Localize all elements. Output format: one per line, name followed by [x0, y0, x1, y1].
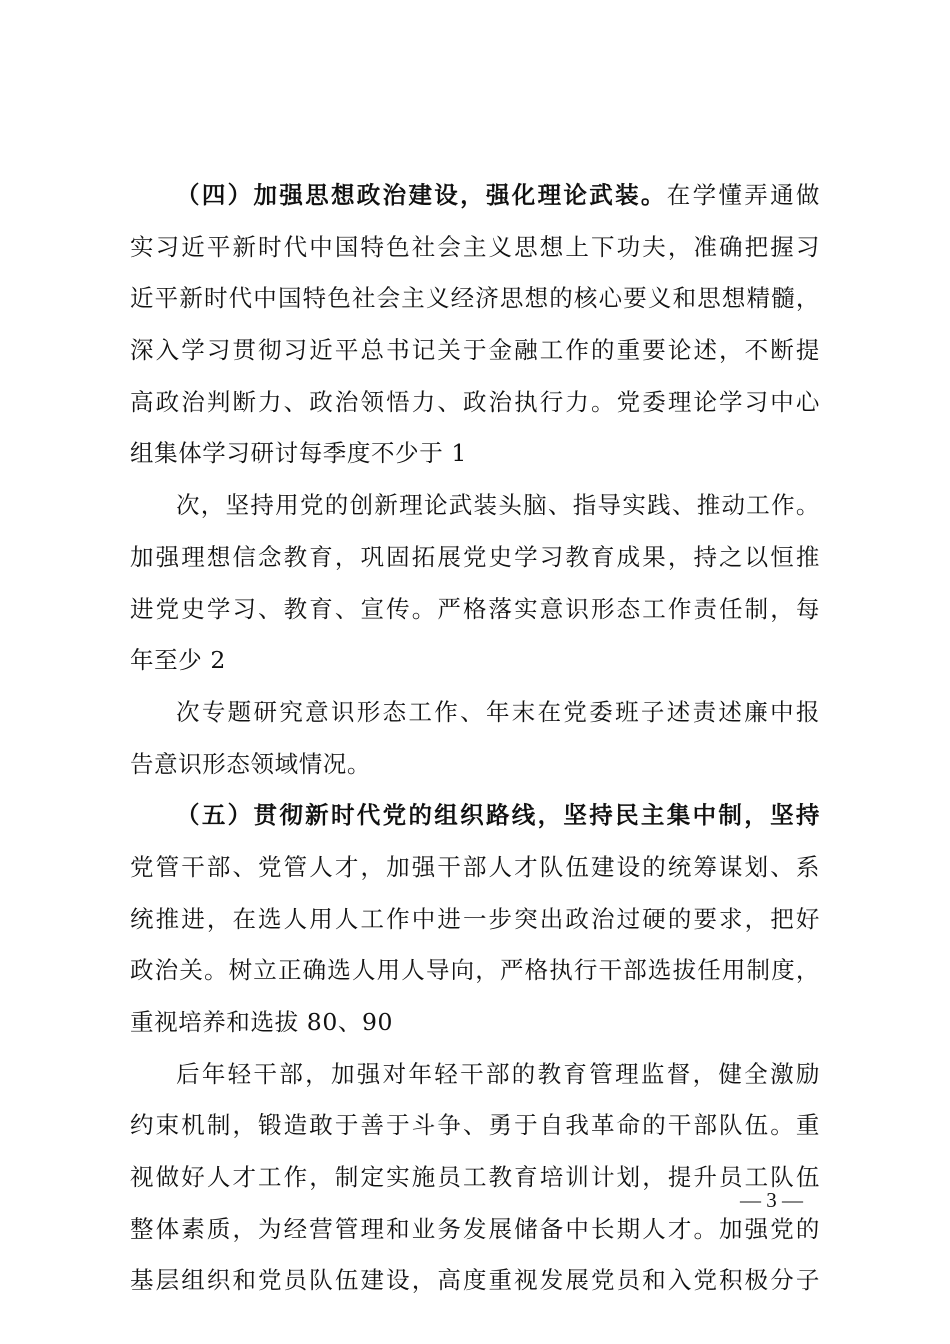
paragraph-4-line-6: 组集体学习研讨每季度不少于 1 [130, 439, 467, 468]
paragraph-5-line-1 [130, 790, 820, 842]
paragraph-4b-line-2: 加强理想信念教育，巩固拓展党史学习教育成果，持之以恒推 [130, 542, 820, 571]
page-number: — 3 — [740, 1188, 803, 1212]
paragraph-5b-line-3: 视做好人才工作，制定实施员工教育培训计划，提升员工队伍 [130, 1163, 820, 1192]
paragraph-4b-line-4: 年至少 2 [130, 646, 226, 675]
paragraph-4-line-1-text: 在学懂弄通做 [666, 181, 820, 209]
paragraph-4b-line-3: 进党史学习、教育、宣传。严格落实意识形态工作责任制，每 [130, 594, 820, 623]
paragraph-4b-line-1: 次，坚持用党的创新理论武装头脑、指导实践、推动工作。 [176, 491, 820, 520]
paragraph-4-line-3: 近平新时代中国特色社会主义经济思想的核心要义和思想精髓， [130, 284, 820, 313]
paragraph-4-heading: （四）加强思想政治建设，强化理论武装。 [176, 181, 667, 209]
paragraph-5-line-5: 重视培养和选拔 80、90 [130, 1008, 394, 1036]
paragraph-5b-line-4: 整体素质，为经营管理和业务发展储备中长期人才。加强党的 [130, 1214, 820, 1243]
paragraph-5b-line-1: 后年轻干部，加强对年轻干部的教育管理监督，健全激励 [176, 1059, 820, 1088]
paragraph-5-heading: （五）贯彻新时代党的组织路线，坚持民主集中制，坚持 [176, 801, 820, 830]
document-body [130, 170, 820, 1307]
paragraph-4c-line-2: 告意识形态领域情况。 [130, 749, 371, 778]
paragraph-5-line-4: 政治关。树立正确选人用人导向，严格执行干部选拔任用制度， [130, 956, 820, 985]
paragraph-4c-line-1: 次专题研究意识形态工作、年末在党委班子述责述廉中报 [176, 697, 820, 726]
paragraph-5-line-3: 统推进，在选人用人工作中进一步突出政治过硬的要求，把好 [130, 904, 820, 933]
paragraph-5b-line-5: 基层组织和党员队伍建设，高度重视发展党员和入党积极分子 [130, 1266, 820, 1295]
paragraph-4-line-1 [130, 170, 820, 222]
paragraph-4-line-5: 高政治判断力、政治领悟力、政治执行力。党委理论学习中心 [130, 387, 820, 416]
paragraph-4-line-4: 深入学习贯彻习近平总书记关于金融工作的重要论述，不断提 [130, 336, 820, 365]
paragraph-4-line-2: 实习近平新时代中国特色社会主义思想上下功夫，准确把握习 [130, 232, 820, 261]
paragraph-5b-line-2: 约束机制，锻造敢于善于斗争、勇于自我革命的干部队伍。重 [130, 1111, 820, 1140]
paragraph-5-line-2: 党管干部、党管人才，加强干部人才队伍建设的统筹谋划、系 [130, 852, 820, 881]
